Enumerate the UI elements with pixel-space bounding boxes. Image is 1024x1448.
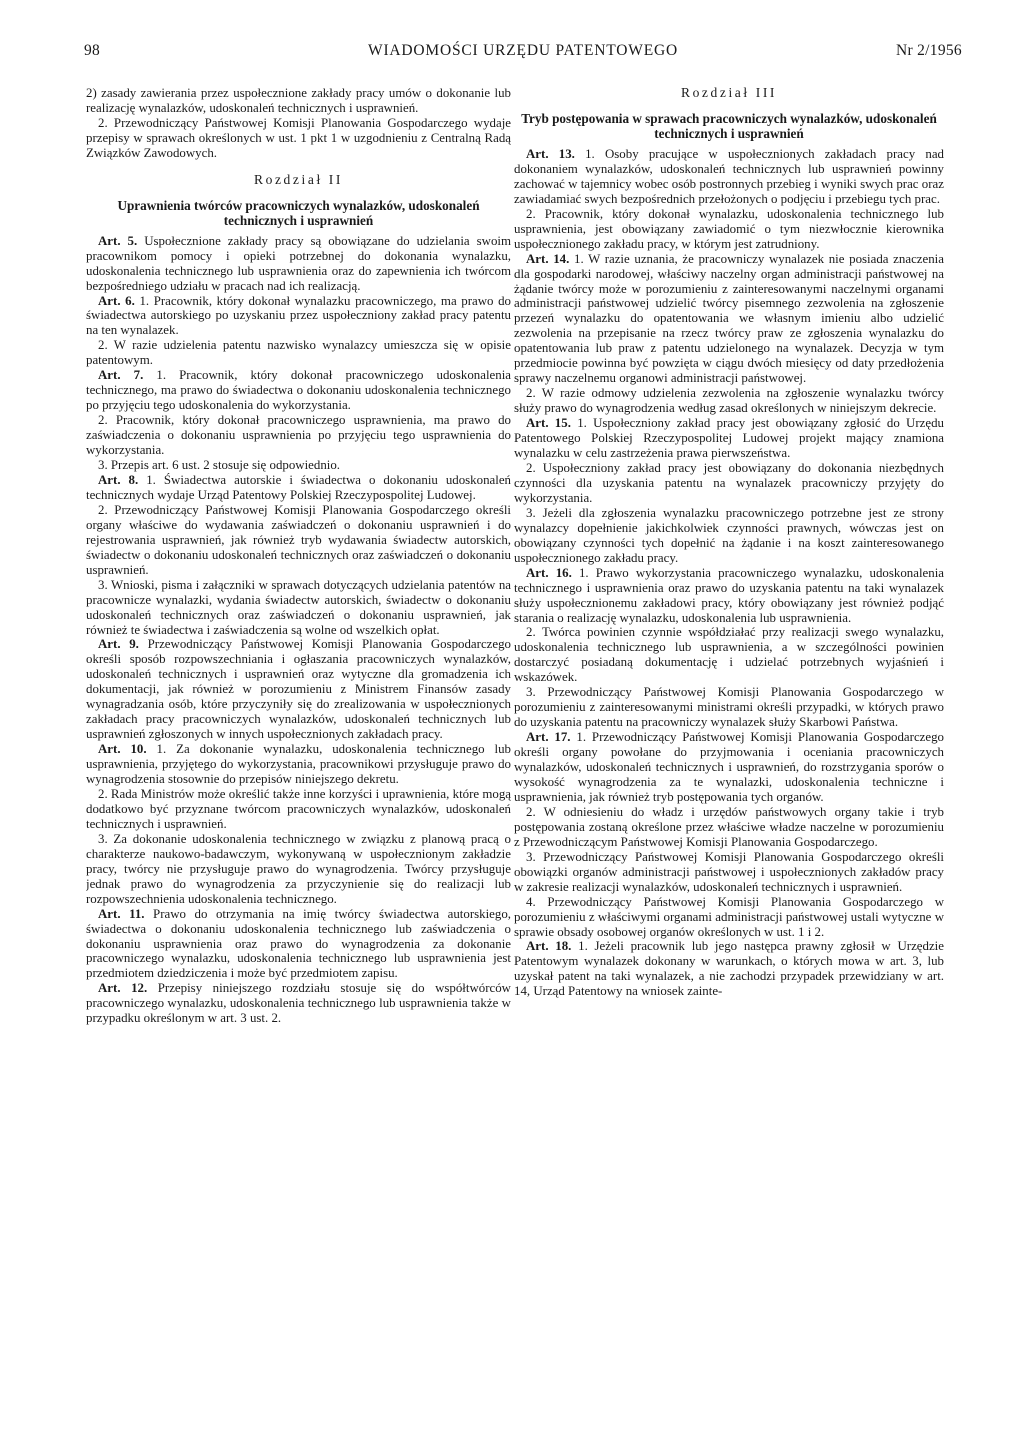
article-17	[514, 730, 944, 805]
chapter-heading: Rozdział II	[254, 171, 343, 187]
article-label: Art. 5.	[98, 233, 138, 248]
left-column	[86, 86, 511, 1426]
article-text: 1. Jeżeli pracownik lub jego następca prawny zgłosił w Urzędzie Patentowym wynalazek dokonany w warunkach, o których mowa w art. 3, lub uzyskał patent na taki wynalazek, a nie zachodzi przypadek przewidziany w art. 14, Urząd Patentowy na wniosek zainte-	[514, 939, 944, 999]
article-12	[86, 981, 511, 1026]
article-label: Art. 9.	[98, 637, 139, 652]
paragraph: 2. Przewodniczący Państwowej Komisji Planowania Gospodarczego określi organy właściwe do wydawania zaświadczeń o dokonaniu usprawnień i do rejestrowania usprawnień, jak również tryb wydawania świadectw autorskich, świadectw o dokonaniu udoskonaleń technicznych oraz zaświadczeń o dokonaniu usprawnień.	[86, 502, 511, 577]
article-13	[514, 147, 944, 207]
article-text: 1. Pracownik, który dokonał pracowniczego udoskonalenia technicznego, ma prawo do świadectwa o dokonaniu udoskonalenia technicznego po przyjęciu tego udoskonalenia do wykorzystania.	[86, 368, 511, 413]
paragraph: 2. Rada Ministrów może określić także inne korzyści i uprawnienia, które mogą dodatkowo być przyznane twórcom pracowniczych wynalazków, udoskonaleń technicznych i usprawnień.	[86, 786, 511, 831]
issue-number: Nr 2/1956	[896, 42, 962, 59]
paragraph: 2. W odniesieniu do władz i urzędów państwowych organy takie i tryb postępowania zostaną określone przez właściwe władze naczelne w porozumieniu z Przewodniczącym Państwowej Komisji Planowania Gospodarczego.	[514, 804, 944, 849]
paragraph: 3. Za dokonanie udoskonalenia technicznego w związku z planową pracą o charakterze naukowo-badawczym, wykonywaną w uspołecznionym zakładzie pracy, twórcy nie przysługuje prawo do wynagrodzenia. Twórcy przysługuje jednak prawo do wynagrodzenia za przyczynienie się do realizacji lub rozpowszechnienia udoskonalenia technicznego.	[86, 831, 511, 906]
article-label: Art. 15.	[526, 416, 571, 431]
article-9	[86, 637, 511, 742]
article-8	[86, 473, 511, 503]
right-column	[514, 86, 944, 1426]
article-10	[86, 742, 511, 787]
article-label: Art. 10.	[98, 742, 147, 757]
article-text: 1. Uspołeczniony zakład pracy jest obowiązany zgłosić do Urzędu Patentowego Polskiej Rzeczypospolitej Ludowej projekt mający znamiona wynalazku w celu zastrzeżenia prawa pierwszeństwa.	[514, 416, 944, 461]
article-18	[514, 939, 944, 999]
journal-title: WIADOMOŚCI URZĘDU PATENTOWEGO	[368, 42, 678, 59]
paragraph: 2. W razie odmowy udzielenia zezwolenia na zgłoszenie wynalazku twórcy służy prawo do wynagrodzenia według zasad określonych w niniejszym dekrecie.	[514, 386, 944, 416]
article-text: 1. Świadectwa autorskie i świadectwa o dokonaniu udoskonaleń technicznych wydaje Urząd Patentowy Polskiej Rzeczypospolitej Ludowej.	[86, 472, 511, 502]
article-text: 1. Przewodniczący Państwowej Komisji Planowania Gospodarczego określi organy powołane do przyjmowania i oceniania pracowniczych wynalazków, udoskonaleń technicznych i usprawnień, do rozstrzygania sporów o wysokość wynagrodzenia za te wynalazki, udoskonalenia techniczne i usprawnienia, jak również tryb postępowania tych organów.	[514, 730, 944, 804]
paragraph: 3. Wnioski, pisma i załączniki w sprawach dotyczących udzielania patentów na pracownicze wynalazki, wydania świadectw autorskich, świadectw o dokonaniu udoskonaleń technicznych oraz zaświadczeń o dokonaniu usprawnień, jak również te świadectwa i zaświadczenia są wolne od wszelkich opłat.	[86, 577, 511, 637]
article-label: Art. 13.	[526, 146, 575, 161]
article-11	[86, 907, 511, 982]
article-text: Przewodniczący Państwowej Komisji Planowania Gospodarczego określi sposób rozpowszechniania i ogłaszania pracowniczych wynalazków, udoskonaleń technicznych i usprawnień oraz wytyczne dla gromadzenia ich dokumentacji, jak również w porozumieniu z Ministrem Finansów zasady wynagradzania osób, które przyczyniły się do zrealizowania w uspołecznionych zakładach pracy pracowniczych wynalazków, udoskonaleń technicznych lub usprawnień zgłoszonych w innych uspołecznionych zakładach pracy.	[86, 637, 511, 742]
chapter-title: Tryb postępowania w sprawach pracowniczych wynalazków, udoskonaleń technicznych i usprawnień	[521, 110, 937, 141]
paragraph: 2. Pracownik, który dokonał pracowniczego usprawnienia, ma prawo do zaświadczenia o dokonaniu usprawnienia po przyjęciu tego usprawnienia do wykorzystania.	[86, 413, 511, 458]
page-header	[84, 42, 962, 68]
paragraph: 2) zasady zawierania przez uspołecznione zakłady pracy umów o dokonanie lub realizację wynalazków, udoskonaleń technicznych i usprawnień.	[86, 86, 511, 115]
article-text: 1. Za dokonanie wynalazku, udoskonalenia technicznego lub usprawnienia, przyjętego do wykorzystania, pracownikowi przysługuje prawo do wynagrodzenia stosownie do przepisów niniejszego dekretu.	[86, 742, 511, 787]
article-text: Uspołecznione zakłady pracy są obowiązane do udzielania swoim pracownikom pomocy i opieki potrzebnej do dokonania wynalazku, udoskonalenia technicznego lub usprawnienia oraz do zapewnienia ich twórcom bezpośredniego udziału w pracach nad ich realizacją.	[86, 233, 511, 293]
paragraph: 2. Przewodniczący Państwowej Komisji Planowania Gospodarczego wydaje przepisy w sprawach określonych w ust. 1 pkt 1 w uzgodnieniu z Centralną Radą Związków Zawodowych.	[86, 115, 511, 160]
article-text: Prawo do otrzymania na imię twórcy świadectwa autorskiego, świadectwa o dokonaniu udoskonalenia technicznego lub zaświadczenia o dokonaniu usprawnienia oraz prawo do wynagrodzenia za dokonanie pracowniczego wynalazku, udoskonalenia technicznego lub usprawnienia jest przedmiotem dziedziczenia i może być przedmiotem zapisu.	[86, 906, 511, 981]
paragraph: 3. Przewodniczący Państwowej Komisji Planowania Gospodarczego określi obowiązki organów administracji państwowej i uspołecznionych zakładów pracy w zakresie realizacji wynalazków, udoskonaleń technicznych i usprawnień.	[514, 849, 944, 894]
article-6	[86, 294, 511, 339]
paragraph: 2. Twórca powinien czynnie współdziałać przy realizacji swego wynalazku, udoskonalenia technicznego lub usprawnienia, a w szczególności powinien dostarczyć posiadaną dokumentację i udzielać potrzebnych wyjaśnień i wskazówek.	[514, 625, 944, 685]
article-label: Art. 11.	[98, 906, 145, 921]
article-text: 1. Pracownik, który dokonał wynalazku pracowniczego, ma prawo do świadectwa autorskiego po uzyskaniu przez uspołeczniony zakład pracy patentu na ten wynalazek.	[86, 293, 511, 338]
article-label: Art. 6.	[98, 293, 135, 308]
chapter-title: Uprawnienia twórców pracowniczych wynalazków, udoskonaleń technicznych i usprawnień	[117, 197, 480, 228]
article-label: Art. 16.	[526, 565, 572, 580]
paragraph: 2. W razie udzielenia patentu nazwisko wynalazcy umieszcza się w opisie patentowym.	[86, 338, 511, 368]
paragraph: 2. Pracownik, który dokonał wynalazku, udoskonalenia technicznego lub usprawnienia, jest obowiązany zawiadomić o tym niezwłocznie kierownika uspołecznionego zakładu pracy, w którym jest zatrudniony.	[514, 206, 944, 251]
article-label: Art. 17.	[526, 730, 571, 745]
article-5	[86, 234, 511, 294]
chapter-heading: Rozdział III	[680, 86, 778, 100]
article-label: Art. 18.	[526, 939, 572, 954]
page-number: 98	[84, 42, 101, 59]
article-7	[86, 368, 511, 413]
article-text: Przepisy niniejszego rozdziału stosuje się do współtwórców pracowniczego wynalazku, udoskonalenia technicznego lub usprawnienia także w przypadku określonym w art. 3 ust. 2.	[86, 981, 511, 1026]
paragraph: 4. Przewodniczący Państwowej Komisji Planowania Gospodarczego w porozumieniu z właściwymi organami administracji państwowej ustali wytyczne w sprawie obsady osobowej organów określonych w ust. 1 i 2.	[514, 894, 944, 939]
paragraph: 3. Przepis art. 6 ust. 2 stosuje się odpowiednio.	[98, 458, 341, 473]
article-text: 1. Prawo wykorzystania pracowniczego wynalazku, udoskonalenia technicznego i usprawnienia oraz prawo do uzyskania patentu na taki wynalazek służy uspołecznionemu zakładowi pracy, który obowiązany jest również podjąć starania o realizację wynalazku, udoskonalenia lub usprawnienia.	[514, 565, 944, 625]
paragraph: 2. Uspołeczniony zakład pracy jest obowiązany do dokonania niezbędnych czynności dla uzyskania patentu na wynalazek pracowniczy przyjęty do wykorzystania.	[514, 460, 944, 505]
article-label: Art. 14.	[526, 251, 570, 266]
article-14	[514, 252, 944, 387]
article-label: Art. 12.	[98, 981, 148, 996]
article-16	[514, 566, 944, 626]
paragraph: 3. Przewodniczący Państwowej Komisji Planowania Gospodarczego w porozumieniu z zainteresowanymi ministrami określi przypadki, w których prawo do uzyskania patentu na pracowniczy wynalazek służy Skarbowi Państwa.	[514, 685, 944, 730]
paragraph: 3. Jeżeli dla zgłoszenia wynalazku pracowniczego potrzebne jest ze strony wynalazcy dopełnienie jakichkolwiek czynności prawnych, wówczas jest on obowiązany czynności tych dopełnić na żądanie i na koszt zainteresowanego uspołecznionego zakładu pracy.	[514, 505, 944, 565]
article-text: 1. Osoby pracujące w uspołecznionych zakładach pracy nad dokonaniem wynalazków, udoskonaleń technicznych lub usprawnień powinny zachować w tajemnicy wobec osób postronnych przebieg i wyniki swych prac oraz zawiadamiać swych bezpośrednich przełożonych o podjęciu i przebiegu tych prac.	[514, 146, 944, 206]
article-15	[514, 416, 944, 461]
article-label: Art. 8.	[98, 472, 139, 487]
article-label: Art. 7.	[98, 368, 144, 383]
article-text: 1. W razie uznania, że pracowniczy wynalazek nie posiada znaczenia dla gospodarki narodowej, właściwy naczelny organ administracji państwowej na żądanie twórcy może w porozumieniu z zainteresowanymi naczelnymi organami administracji państwowej udzielić twórcy pisemnego zezwolenia na zgłoszenie przezeń wynalazku do opatentowania we własnym imieniu albo udzielić zezwolenia na przepisanie na rzecz twórcy praw ze zgłoszenia wynalazku do opatentowania lub praw z patentu udzielonego na wynalazek. Decyzja w tym przedmiocie powinna być powzięta w ciągu dwóch miesięcy od daty przedłożenia sprawy naczelnemu organowi administracji państwowej.	[514, 251, 944, 386]
